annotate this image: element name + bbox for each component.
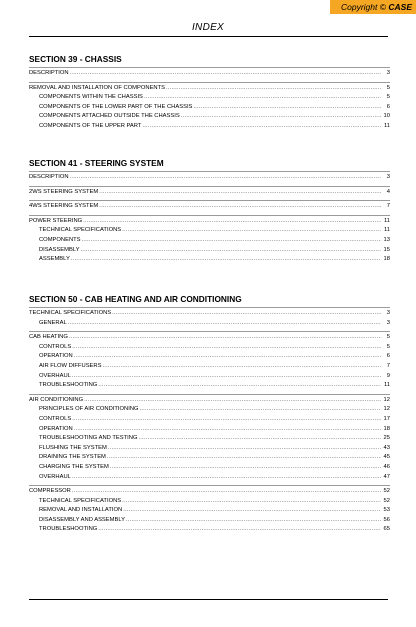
toc-subentry[interactable] <box>29 372 390 382</box>
page-title: INDEX <box>191 22 225 33</box>
toc-entry-label: OVERHAUL <box>39 372 71 379</box>
toc-group <box>29 307 390 328</box>
toc-page-number: 3 <box>386 70 390 76</box>
toc-entry[interactable] <box>29 173 390 183</box>
toc-page-number: 11 <box>383 227 390 234</box>
toc-page-number: 5 <box>386 334 390 341</box>
toc-entry[interactable] <box>29 188 390 198</box>
toc-page-number: 52 <box>383 497 390 504</box>
toc-entry-label: COMPONENTS <box>39 236 81 243</box>
dot-leader <box>98 381 381 391</box>
dot-leader <box>82 236 381 246</box>
toc-entry-label: REMOVAL AND INSTALLATION <box>39 507 123 514</box>
dot-leader <box>99 202 381 212</box>
toc-entry-label: CHARGING THE SYSTEM <box>39 463 109 470</box>
toc-page-number: 12 <box>383 406 390 413</box>
toc-entry-label: TROUBLESHOOTING <box>39 382 98 389</box>
toc-subentry[interactable] <box>29 497 390 507</box>
toc-entry[interactable] <box>29 333 390 343</box>
toc-entry-label: TECHNICAL SPECIFICATIONS <box>39 497 122 504</box>
dot-leader <box>83 217 381 227</box>
toc-page-number: 12 <box>383 396 390 403</box>
toc-entry-label: COMPONENTS OF THE LOWER PART OF THE CHASSIS <box>39 103 193 110</box>
toc-group <box>29 67 390 79</box>
toc-page-number: 47 <box>383 473 390 480</box>
toc-page-number: 46 <box>383 463 390 470</box>
dot-leader <box>98 525 381 535</box>
dot-leader <box>142 122 381 132</box>
toc-subentry[interactable] <box>29 425 390 435</box>
dot-leader <box>126 516 381 526</box>
toc-entry-label: COMPRESSOR <box>29 488 71 495</box>
toc-entry-label: OPERATION <box>39 353 73 360</box>
toc-subentry[interactable] <box>29 434 390 444</box>
dot-leader <box>84 396 381 406</box>
toc-entry-label: TECHNICAL SPECIFICATIONS <box>29 310 112 316</box>
dot-leader <box>99 188 381 198</box>
toc-page-number: 4 <box>386 188 390 195</box>
toc-entry[interactable] <box>29 217 390 227</box>
dot-leader <box>81 246 382 256</box>
toc-subentry[interactable] <box>29 453 390 463</box>
toc-subentry[interactable] <box>29 93 390 103</box>
toc-subentry[interactable] <box>29 516 390 526</box>
toc-page-number: 43 <box>383 444 390 451</box>
toc-subentry[interactable] <box>29 255 390 265</box>
toc-page-number: 3 <box>386 319 390 326</box>
toc-entry-label: COMPONENTS OF THE UPPER PART <box>39 122 142 129</box>
toc-entry-label: CAB HEATING <box>29 334 68 341</box>
toc-entry-label: AIR CONDITIONING <box>29 396 84 403</box>
toc-page-number: 45 <box>383 454 390 461</box>
toc-subentry[interactable] <box>29 405 390 415</box>
toc-entry-label: DESCRIPTION <box>29 174 69 180</box>
toc-page-number: 11 <box>383 122 390 129</box>
toc-page-number: 5 <box>386 343 390 350</box>
toc-entry-label: GENERAL <box>39 319 67 326</box>
section-title: SECTION 50 - CAB HEATING AND AIR CONDITIONING <box>29 294 242 304</box>
toc-page-number: 52 <box>383 488 390 495</box>
toc-subentry[interactable] <box>29 343 390 353</box>
dot-leader <box>71 255 381 265</box>
dot-leader <box>72 473 381 483</box>
toc-entry-label: OPERATION <box>39 425 73 432</box>
toc-subentry[interactable] <box>29 415 390 425</box>
toc-subentry[interactable] <box>29 352 390 362</box>
toc-entry[interactable] <box>29 84 390 94</box>
copyright-badge <box>330 0 416 14</box>
toc-entry-label: TROUBLESHOOTING AND TESTING <box>39 435 138 442</box>
dot-leader <box>74 425 381 435</box>
dot-leader <box>107 453 381 463</box>
dot-leader <box>122 226 381 236</box>
toc-entry-label: PRINCIPLES OF AIR CONDITIONING <box>39 406 139 413</box>
toc-page-number: 17 <box>383 415 390 422</box>
toc-page-number: 56 <box>383 516 390 523</box>
dot-leader <box>70 69 381 79</box>
section-39 <box>29 53 390 135</box>
dot-leader <box>70 173 381 183</box>
toc-entry-label: CONTROLS <box>39 343 72 350</box>
toc-entry-label: DESCRIPTION <box>29 70 69 76</box>
toc-subentry[interactable] <box>29 473 390 483</box>
toc-subentry[interactable] <box>29 112 390 122</box>
toc-group <box>29 485 390 535</box>
toc-page-number: 6 <box>386 353 390 360</box>
toc-subentry[interactable] <box>29 103 390 113</box>
dot-leader <box>181 112 381 122</box>
section-title: SECTION 41 - STEERING SYSTEM <box>29 158 164 168</box>
dot-leader <box>108 444 381 454</box>
toc-entry-label: OVERHAUL <box>39 473 71 480</box>
dot-leader <box>123 506 381 516</box>
toc-page-number: 3 <box>386 310 390 316</box>
toc-page-number: 6 <box>386 103 390 110</box>
section-41 <box>29 157 390 268</box>
toc-group <box>29 82 390 132</box>
toc-subentry[interactable] <box>29 506 390 516</box>
toc-entry[interactable] <box>29 396 390 406</box>
toc-subentry[interactable] <box>29 444 390 454</box>
toc-subentry[interactable] <box>29 319 390 329</box>
toc-entry-label: 4WS STEERING SYSTEM <box>29 203 99 210</box>
dot-leader <box>72 343 381 353</box>
toc-page-number: 18 <box>383 425 390 432</box>
dot-leader <box>72 415 381 425</box>
dot-leader <box>144 93 381 103</box>
toc-entry[interactable] <box>29 202 390 212</box>
toc-page-number: 18 <box>383 256 390 263</box>
toc-group <box>29 331 390 391</box>
toc-entry[interactable] <box>29 487 390 497</box>
header-rule <box>29 36 388 37</box>
toc-page-number: 25 <box>383 435 390 442</box>
toc-group <box>29 171 390 183</box>
brand-logo: CASE <box>388 2 412 12</box>
toc-subentry[interactable] <box>29 226 390 236</box>
dot-leader <box>110 463 381 473</box>
toc-page-number: 65 <box>383 526 390 533</box>
toc-page-number: 7 <box>386 203 390 210</box>
dot-leader <box>68 319 381 329</box>
toc-group <box>29 394 390 482</box>
toc-subentry[interactable] <box>29 362 390 372</box>
toc-subentry[interactable] <box>29 122 390 132</box>
toc-page-number: 53 <box>383 507 390 514</box>
toc-subentry[interactable] <box>29 246 390 256</box>
toc-entry[interactable] <box>29 69 390 79</box>
toc-entry-label: COMPONENTS WITHIN THE CHASSIS <box>39 94 143 101</box>
toc-page-number: 11 <box>383 217 390 224</box>
toc-page-number: 9 <box>386 372 390 379</box>
section-50 <box>29 293 390 538</box>
toc-entry-label: REMOVAL AND INSTALLATION OF COMPONENTS <box>29 84 166 91</box>
dot-leader <box>193 103 381 113</box>
toc-entry-label: AIR FLOW DIFFUSERS <box>39 362 102 369</box>
dot-leader <box>112 309 381 319</box>
toc-page-number: 11 <box>383 382 390 389</box>
dot-leader <box>69 333 381 343</box>
toc-group <box>29 186 390 198</box>
dot-leader <box>166 84 381 94</box>
toc-entry-label: DRAINING THE SYSTEM <box>39 454 106 461</box>
toc-entry-label: TROUBLESHOOTING <box>39 526 98 533</box>
footer-rule <box>29 599 388 600</box>
toc-entry-label: COMPONENTS ATTACHED OUTSIDE THE CHASSIS <box>39 113 180 120</box>
toc-subentry[interactable] <box>29 463 390 473</box>
dot-leader <box>72 372 381 382</box>
toc-group <box>29 215 390 265</box>
dot-leader <box>122 497 381 507</box>
toc-entry[interactable] <box>29 309 390 319</box>
toc-page-number: 13 <box>383 236 390 243</box>
toc-entry-label: FLUSHING THE SYSTEM <box>39 444 107 451</box>
toc-page-number: 5 <box>386 94 390 101</box>
toc-subentry[interactable] <box>29 525 390 535</box>
toc-subentry[interactable] <box>29 381 390 391</box>
dot-leader <box>138 434 381 444</box>
toc-group <box>29 200 390 212</box>
dot-leader <box>74 352 381 362</box>
toc-page-number: 10 <box>383 113 390 120</box>
toc-entry-label: 2WS STEERING SYSTEM <box>29 188 99 195</box>
toc-subentry[interactable] <box>29 236 390 246</box>
copyright-text: Copyright © <box>341 2 389 12</box>
toc-page-number: 7 <box>386 362 390 369</box>
toc-entry-label: ASSEMBLY <box>39 256 70 263</box>
toc-entry-label: DISASSEMBLY AND ASSEMBLY <box>39 516 126 523</box>
toc-page-number: 3 <box>386 174 390 180</box>
toc-entry-label: POWER STEERING <box>29 217 83 224</box>
toc-page-number: 15 <box>383 246 390 253</box>
section-title: SECTION 39 - CHASSIS <box>29 54 122 64</box>
toc-entry-label: TECHNICAL SPECIFICATIONS <box>39 227 122 234</box>
dot-leader <box>72 487 381 497</box>
toc-page-number: 5 <box>386 84 390 91</box>
dot-leader <box>102 362 381 372</box>
toc-entry-label: CONTROLS <box>39 415 72 422</box>
toc-entry-label: DISASSEMBLY <box>39 246 80 253</box>
dot-leader <box>140 405 381 415</box>
